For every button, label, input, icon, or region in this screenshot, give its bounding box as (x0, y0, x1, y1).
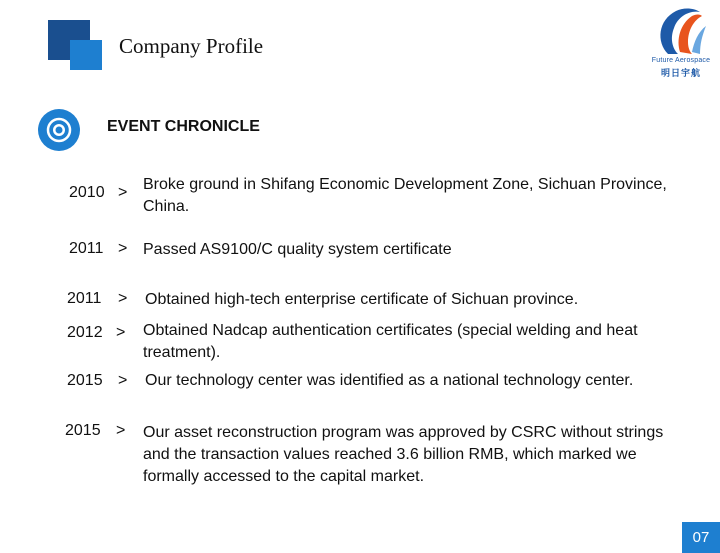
event-year: 2015 (67, 372, 103, 389)
event-year: 2010 (69, 184, 105, 201)
event-text: Broke ground in Shifang Economic Development Zone, Sichuan Province, China. (143, 176, 667, 215)
page-number-badge (682, 522, 720, 553)
header-square-light (70, 40, 102, 70)
event-text: Our technology center was identified as a national technology center. (145, 372, 634, 389)
event-year: 2011 (67, 290, 102, 307)
chevron-right-icon: > (118, 290, 128, 307)
chevron-right-icon: > (118, 184, 128, 201)
company-logo-text-en: Future Aerospace (651, 57, 711, 64)
logo-light-swoosh (692, 26, 706, 54)
company-logo-text-cn: 明日宇航 (660, 68, 701, 78)
event-text: Passed AS9100/C quality system certificate (143, 241, 452, 258)
chevron-right-icon: > (118, 372, 128, 389)
event-year: 2012 (67, 324, 103, 341)
page-number: 07 (692, 529, 710, 546)
event-year: 2015 (65, 422, 101, 439)
chevron-right-icon: > (118, 240, 128, 257)
event-year: 2011 (69, 240, 104, 257)
event-text: Our asset reconstruction program was approved by CSRC without strings and the transaction values reached 3.6 billion RMB, which marked we formally accessed to the capital market. (143, 424, 664, 485)
target-bullet-icon (37, 108, 81, 152)
section-heading: EVENT CHRONICLE (107, 118, 260, 135)
event-text: Obtained Nadcap authentication certificates (special welding and heat treatment). (143, 322, 638, 361)
page-title: Company Profile (119, 34, 264, 58)
chevron-right-icon: > (116, 422, 126, 439)
chevron-right-icon: > (116, 324, 126, 341)
event-text: Obtained high-tech enterprise certificate of Sichuan province. (145, 291, 579, 308)
